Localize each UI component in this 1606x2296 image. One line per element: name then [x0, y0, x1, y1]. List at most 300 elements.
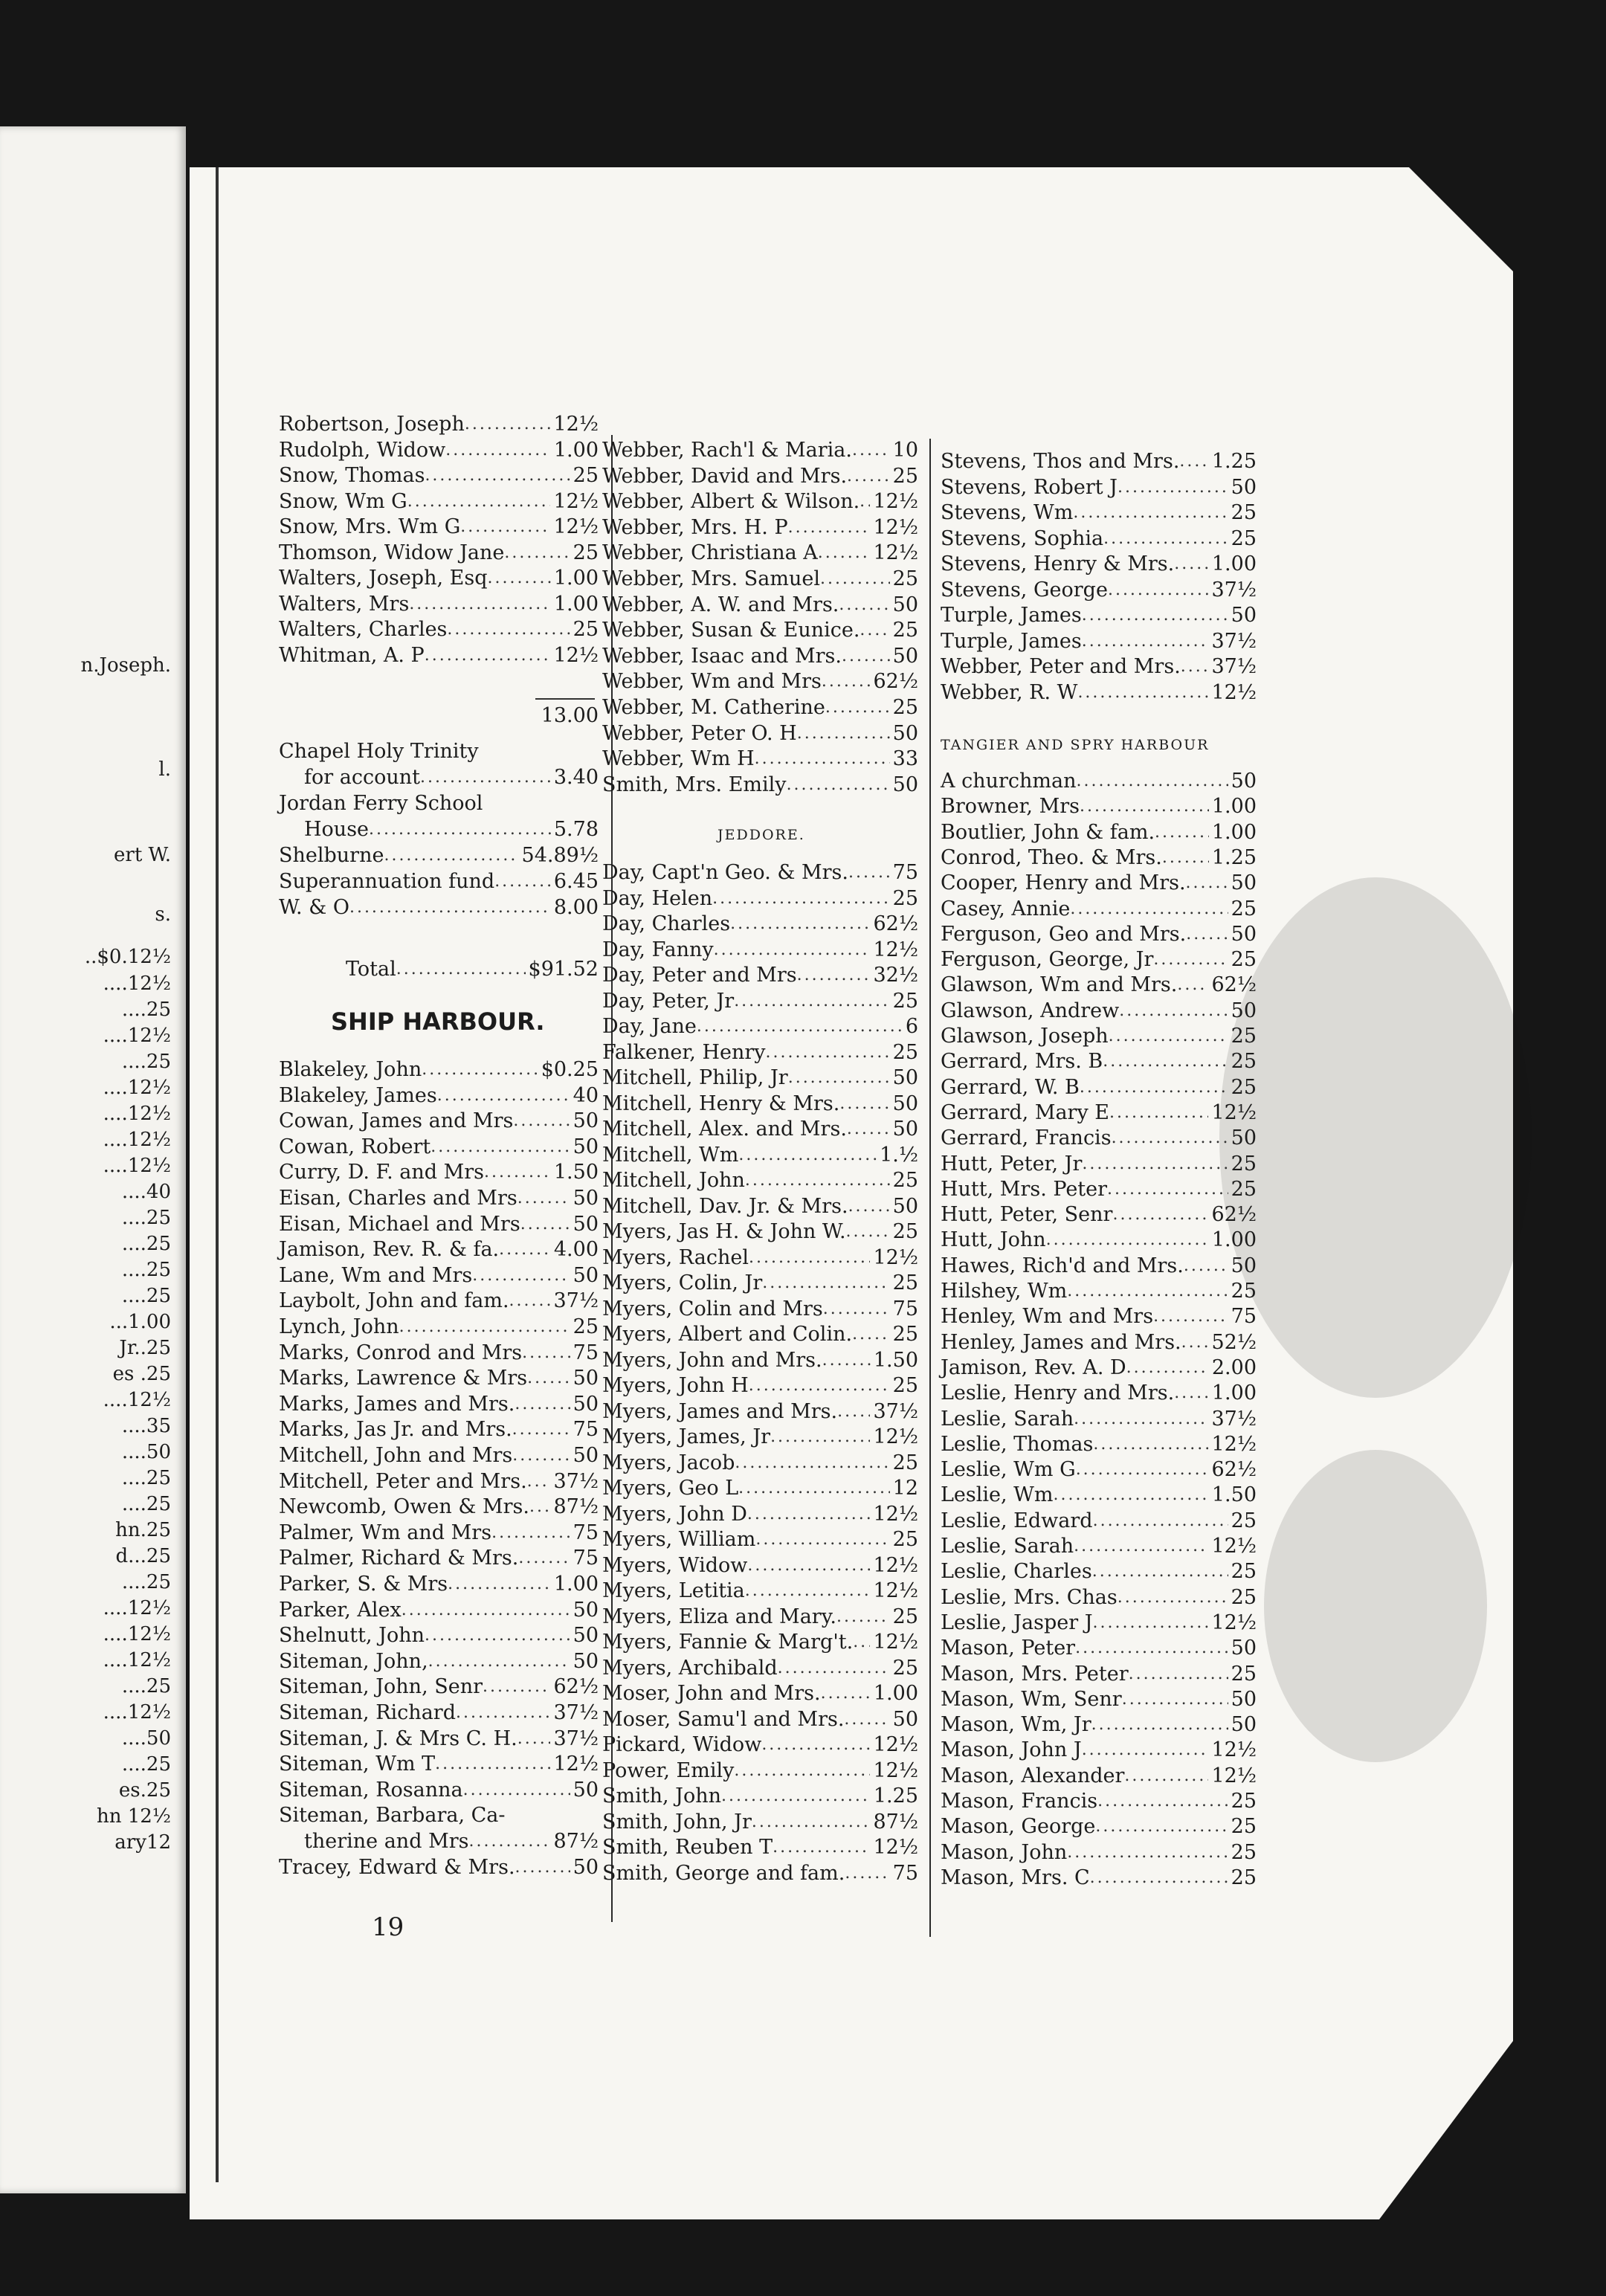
list-item: [941, 923, 1257, 947]
entry-name: Myers, Jas H. & John W.: [602, 1220, 846, 1243]
entry-amount: 1.50: [1211, 1483, 1257, 1507]
left-page-fragment: ....25: [121, 1207, 171, 1229]
list-item: [941, 1815, 1257, 1839]
entry-amount: 12½: [873, 1245, 918, 1269]
leader-dots: [483, 1675, 550, 1699]
entry-amount: $0.25: [541, 1058, 599, 1081]
entry-name: Leslie, Wm: [941, 1483, 1054, 1507]
entry-amount: 25: [1231, 1509, 1257, 1532]
list-item: [941, 630, 1257, 654]
column-2: [602, 439, 918, 1926]
entry-amount: 12½: [1211, 1610, 1257, 1634]
list-item: [279, 567, 599, 590]
list-item: [279, 644, 599, 668]
entry-amount: 50: [573, 1263, 599, 1287]
list-item: [941, 1458, 1257, 1482]
list-item: [279, 1367, 599, 1390]
list-item: [941, 450, 1257, 474]
left-page-fragment: n.Joseph.: [80, 654, 171, 677]
entry-amount: [596, 792, 599, 816]
leader-dots: [745, 1169, 890, 1193]
leader-dots: [852, 1323, 890, 1347]
entry-name: Whitman, A. P: [279, 643, 425, 667]
entry-name: Gerrard, W. B: [941, 1075, 1080, 1099]
entry-name: Falkener, Henry: [602, 1040, 766, 1064]
leader-dots: [1093, 1509, 1228, 1533]
entry-amount: 1.25: [1211, 450, 1257, 473]
entry-amount: 25: [1231, 1025, 1257, 1048]
leader-dots: [787, 773, 890, 797]
list-item: [279, 1161, 599, 1184]
leader-dots: [845, 1862, 889, 1886]
list-item: [941, 1636, 1257, 1660]
list-item: [279, 1675, 599, 1699]
entry-name: Webber, Isaac and Mrs.: [602, 644, 842, 668]
entry-name: Leslie, Charles: [941, 1560, 1092, 1584]
leader-dots: [788, 1066, 890, 1090]
entry-amount: 25: [892, 696, 918, 719]
list-item: [941, 999, 1257, 1023]
list-item: [602, 1836, 918, 1860]
list-item: [279, 439, 599, 462]
leader-dots: [1186, 871, 1228, 895]
entry-name: Day, Peter, Jr: [602, 989, 735, 1013]
entry-amount: 25: [1231, 897, 1257, 920]
left-page-fragment: es.25: [118, 1779, 171, 1802]
entry-name: Power, Emily: [602, 1758, 735, 1782]
leader-dots: [822, 1349, 871, 1373]
entry-amount: 1.00: [553, 592, 599, 616]
left-page-fragment: ....12½: [103, 1129, 171, 1151]
entry-amount: 50: [573, 1598, 599, 1622]
total-row: [346, 958, 599, 981]
list-item: [602, 541, 918, 565]
entry-name: Myers, Rachel: [602, 1245, 749, 1269]
entry-name: Lane, Wm and Mrs: [279, 1263, 473, 1287]
leader-dots: [420, 766, 551, 790]
entry-amount: 62½: [1211, 973, 1257, 997]
list-item: [941, 1254, 1257, 1278]
entry-name: Mason, Alexander: [941, 1764, 1125, 1787]
entry-name: Mason, Mrs. C: [941, 1866, 1090, 1889]
entry-amount: 12½: [873, 938, 918, 961]
entry-amount: 1.00: [1211, 795, 1257, 819]
entry-amount: 50: [1231, 1254, 1257, 1277]
leader-dots: [468, 1830, 550, 1854]
entry-name: therine and Mrs: [304, 1830, 469, 1853]
left-page-edge: [0, 126, 186, 2193]
entry-name: Parker, S. & Mrs: [279, 1573, 448, 1596]
entry-name: Day, Peter and Mrs: [602, 964, 797, 987]
leader-dots: [755, 1528, 889, 1552]
column-divider-2: [929, 439, 931, 1937]
entry-amount: 12½: [553, 643, 599, 667]
list-item: [279, 1856, 599, 1880]
leader-dots: [747, 1503, 871, 1526]
entry-name: Snow, Wm G: [279, 489, 407, 513]
entry-name: Day, Capt'n Geo. & Mrs.: [602, 861, 848, 884]
entry-amount: 1.00: [873, 1682, 918, 1705]
entry-name: Stevens, Thos and Mrs.: [941, 450, 1180, 473]
entry-name: Siteman, Richard: [279, 1701, 456, 1724]
left-page-fragment: ....12½: [103, 1103, 171, 1125]
left-page-fragment: ....25: [121, 1753, 171, 1776]
entry-amount: 25: [1231, 1840, 1257, 1864]
left-page-fragment: ....12½: [103, 1389, 171, 1411]
entry-name: Moser, John and Mrs.: [602, 1682, 821, 1705]
list-item: [602, 1657, 918, 1680]
entry-name: Webber, Susan & Eunice.: [602, 619, 860, 642]
leader-dots: [349, 896, 551, 920]
list-item: [941, 795, 1257, 819]
leader-dots: [752, 1810, 871, 1834]
leader-dots: [1181, 655, 1209, 679]
entry-amount: 50: [573, 1109, 599, 1133]
list-item: [941, 1841, 1257, 1865]
leader-dots: [823, 1297, 890, 1321]
entry-name: Walters, Joseph, Esq: [279, 567, 488, 590]
list-item: [602, 1477, 918, 1500]
entry-name: Mason, Francis: [941, 1790, 1098, 1813]
leader-dots: [517, 1187, 570, 1210]
left-page-fragment: ....12½: [103, 973, 171, 995]
entry-name: Shelburne: [279, 844, 384, 867]
leader-dots: [448, 1573, 551, 1596]
entry-amount: 50: [1231, 871, 1257, 895]
leader-dots: [860, 490, 870, 514]
entry-amount: 50: [892, 1118, 918, 1141]
entry-name: Webber, Wm and Mrs: [602, 670, 822, 694]
entry-amount: 25: [1231, 948, 1257, 972]
entry-name: Casey, Annie: [941, 897, 1071, 920]
entry-amount: 1.25: [873, 1784, 918, 1808]
list-item: [941, 1483, 1257, 1507]
entry-amount: 25: [573, 618, 599, 641]
entry-name: Smith, Mrs. Emily: [602, 773, 787, 796]
leader-dots: [749, 1374, 890, 1398]
entry-amount: 37½: [553, 1726, 599, 1750]
entry-name: Leslie, Edward: [941, 1509, 1093, 1532]
entry-name: Leslie, Sarah: [941, 1535, 1074, 1558]
list-item: [941, 897, 1257, 921]
list-item: [941, 770, 1257, 793]
entry-amount: 50: [1231, 1126, 1257, 1150]
entry-name: Webber, Rach'l & Maria.: [602, 439, 852, 462]
entry-name: Mitchell, Peter and Mrs.: [279, 1469, 527, 1493]
list-item: [279, 1701, 599, 1725]
list-item: [279, 1341, 599, 1365]
entry-name: Marks, Lawrence & Mrs: [279, 1367, 528, 1390]
leader-dots: [1108, 578, 1209, 602]
leader-dots: [818, 541, 871, 565]
list-item: [279, 1109, 599, 1133]
leader-dots: [846, 1220, 890, 1244]
entry-name: Smith, John: [602, 1784, 721, 1808]
list-item: [602, 1682, 918, 1706]
entry-name: Walters, Charles: [279, 618, 448, 641]
entry-amount: 12½: [553, 515, 599, 538]
entry-amount: 25: [1231, 1280, 1257, 1303]
entry-amount: 4.00: [553, 1238, 599, 1262]
leader-dots: [822, 670, 871, 694]
list-item: [941, 1126, 1257, 1150]
list-item: [602, 1400, 918, 1424]
entry-amount: 50: [573, 1778, 599, 1802]
entry-amount: 75: [892, 1861, 918, 1885]
list-item: [941, 1509, 1257, 1533]
list-item: [279, 1418, 599, 1442]
leader-dots: [836, 1605, 890, 1629]
entry-amount: 75: [1231, 1305, 1257, 1329]
list-item: [941, 1025, 1257, 1048]
leader-dots: [1067, 1841, 1228, 1865]
entry-amount: 50: [573, 1649, 599, 1673]
left-page-fragment: ert W.: [114, 844, 171, 866]
leader-dots: [1124, 1764, 1208, 1788]
entry-name: Marks, Jas Jr. and Mrs.: [279, 1418, 512, 1442]
entry-name: Webber, Peter and Mrs.: [941, 655, 1181, 678]
leader-dots: [1074, 1535, 1208, 1558]
entry-name: Stevens, Henry & Mrs.: [941, 552, 1175, 575]
section-heading-ship-harbour: SHIP HARBOUR.: [331, 1007, 545, 1036]
entry-amount: 25: [892, 567, 918, 590]
entry-name: Eisan, Michael and Mrs: [279, 1212, 520, 1236]
list-item: [279, 1444, 599, 1468]
entry-amount: [596, 740, 599, 764]
list-item: [602, 516, 918, 540]
entry-amount: 50: [573, 1187, 599, 1210]
list-item: [941, 871, 1257, 895]
leader-dots: [788, 516, 871, 540]
list-item: [602, 1759, 918, 1783]
leader-dots: [1103, 527, 1228, 551]
entry-name: Myers, Archibald: [602, 1656, 778, 1680]
list-item: [602, 1220, 918, 1244]
leader-dots: [465, 413, 551, 436]
list-item: [941, 1152, 1257, 1176]
leader-dots: [435, 1752, 550, 1776]
entry-name: Hutt, Peter, Senr: [941, 1203, 1113, 1227]
entry-amount: 1.½: [880, 1143, 918, 1167]
leader-dots: [1082, 1738, 1209, 1762]
list-item: [279, 515, 599, 539]
total-label: Total: [346, 958, 396, 981]
entry-amount: 10: [892, 439, 918, 462]
entry-name: Snow, Thomas: [279, 464, 425, 487]
entry-name: Ferguson, Geo and Mrs.: [941, 922, 1187, 946]
list-item: [941, 1305, 1257, 1329]
entry-name: Mason, John J: [941, 1738, 1082, 1762]
entry-name: Myers, Jacob: [602, 1451, 735, 1474]
entry-amount: 25: [892, 1220, 918, 1243]
leader-dots: [1077, 681, 1208, 705]
left-page-fragment: ....25: [121, 1675, 171, 1697]
list-item: [602, 1579, 918, 1603]
list-item: [602, 1041, 918, 1065]
entry-amount: 25: [573, 1315, 599, 1338]
list-item: [941, 1586, 1257, 1610]
leader-dots: [1074, 1407, 1208, 1431]
column-3: [941, 450, 1257, 1937]
left-page-fragment: ....25: [121, 999, 171, 1021]
entry-amount: 1.00: [1211, 1228, 1257, 1252]
entry-name: Henley, Wm and Mrs: [941, 1305, 1154, 1329]
entry-name: Gerrard, Francis: [941, 1126, 1112, 1150]
entry-amount: 87½: [873, 1810, 918, 1834]
leader-dots: [1097, 1790, 1228, 1813]
entry-name: Smith, Reuben T: [602, 1836, 773, 1859]
entry-amount: 12½: [873, 1733, 918, 1756]
entry-name: Thomson, Widow Jane: [279, 541, 505, 564]
leader-dots: [1077, 770, 1228, 793]
leader-dots: [518, 1547, 570, 1570]
list-item: [602, 722, 918, 746]
entry-amount: 25: [1231, 526, 1257, 550]
entry-amount: 12½: [873, 1758, 918, 1782]
leader-dots: [456, 1701, 550, 1725]
left-page-fragment: l.: [158, 758, 171, 781]
leader-dots: [734, 1759, 870, 1783]
leader-dots: [1177, 973, 1208, 997]
left-page-fragment: hn.25: [115, 1519, 171, 1541]
entry-amount: 25: [892, 1451, 918, 1474]
entry-amount: 12½: [1211, 1764, 1257, 1787]
entry-name: Superannuation fund: [279, 870, 495, 893]
entry-amount: 12½: [553, 489, 599, 513]
leader-dots: [1095, 1815, 1228, 1839]
left-page-fragment: ....50: [121, 1727, 171, 1750]
entry-amount: 12: [892, 1477, 918, 1500]
left-page-fragment: ....25: [121, 1285, 171, 1307]
entry-amount: 62½: [873, 912, 918, 935]
leader-dots: [1129, 1663, 1228, 1686]
list-item: [941, 1738, 1257, 1762]
entry-amount: 25: [892, 464, 918, 488]
leader-dots: [821, 1682, 871, 1706]
entry-name: Glawson, Andrew: [941, 999, 1120, 1022]
entry-name: Myers, Colin and Mrs: [602, 1297, 823, 1320]
list-item: [279, 1084, 599, 1108]
section-heading-jeddore: JEDDORE.: [717, 827, 805, 843]
entry-amount: 50: [892, 593, 918, 616]
entry-amount: 50: [573, 1444, 599, 1467]
leader-dots: [491, 1521, 570, 1545]
leader-dots: [714, 938, 871, 962]
entry-name: Webber, Christiana A: [602, 541, 818, 565]
list-item: [602, 1169, 918, 1193]
entry-name: Glawson, Joseph: [941, 1025, 1109, 1048]
entry-name: Marks, James and Mrs.: [279, 1392, 515, 1416]
page-binding-rule: [216, 167, 219, 2182]
entry-amount: 50: [1231, 1713, 1257, 1737]
leader-dots: [735, 1451, 889, 1475]
list-item: [602, 490, 918, 514]
entry-name: Robertson, Joseph: [279, 413, 465, 436]
entry-name: Hutt, John: [941, 1228, 1046, 1252]
leader-dots: [847, 465, 890, 488]
left-page-fragment: ary12: [115, 1831, 171, 1854]
entry-amount: 1.25: [1211, 845, 1257, 869]
entry-name: Stevens, Robert J: [941, 475, 1118, 499]
leader-dots: [425, 464, 570, 488]
leader-dots: [1119, 999, 1228, 1023]
entry-amount: 54.89½: [521, 844, 599, 867]
left-page-fragment: ....12½: [103, 1597, 171, 1619]
entry-amount: 12½: [873, 1579, 918, 1602]
left-page-fragment: ....25: [121, 1467, 171, 1489]
list-item: [602, 1195, 918, 1219]
entry-amount: 12½: [553, 1752, 599, 1776]
entry-amount: 25: [892, 1528, 918, 1551]
entry-amount: 8.00: [553, 896, 599, 919]
entry-amount: 12½: [873, 1553, 918, 1577]
list-item: [602, 1862, 918, 1886]
entry-amount: 50: [573, 1624, 599, 1648]
entry-amount: 12½: [873, 1836, 918, 1859]
entry-name: Leslie, Sarah: [941, 1407, 1074, 1431]
leader-dots: [1054, 1483, 1209, 1507]
entry-amount: 1.00: [553, 567, 599, 590]
entry-name: Rudolph, Widow: [279, 438, 446, 462]
entry-name: Webber, A. W. and Mrs.: [602, 593, 839, 616]
entry-amount: 50: [892, 721, 918, 745]
list-item: [941, 1433, 1257, 1457]
list-item: [602, 1066, 918, 1090]
list-item: [602, 670, 918, 694]
entry-amount: 50: [892, 773, 918, 796]
list-item: [602, 1425, 918, 1449]
section-heading-tangier-spry-harbour: TANGIER AND SPRY HARBOUR: [941, 737, 1210, 753]
leader-dots: [1112, 1126, 1228, 1150]
entry-name: Laybolt, John and fam.: [279, 1289, 509, 1313]
leader-dots: [842, 645, 890, 668]
list-item: [602, 964, 918, 987]
entry-amount: 50: [573, 1135, 599, 1158]
entry-amount: 12½: [1211, 1432, 1257, 1456]
list-item: [279, 1264, 599, 1288]
entry-name: Mason, Peter: [941, 1636, 1076, 1660]
leader-dots: [437, 1084, 570, 1108]
list-item: [602, 1605, 918, 1629]
leader-dots: [738, 1477, 890, 1500]
entry-amount: 50: [573, 1855, 599, 1879]
list-item: [279, 1470, 599, 1494]
list-item: [279, 1804, 599, 1828]
left-page-fragment: s.: [155, 903, 171, 926]
entry-name: Newcomb, Owen & Mrs.: [279, 1495, 529, 1519]
entry-name: Stevens, Sophia: [941, 526, 1104, 550]
entry-name: Mitchell, John: [602, 1169, 745, 1192]
entry-name: Webber, Mrs. Samuel: [602, 567, 820, 590]
list-item: [602, 1297, 918, 1321]
subtotal-row: [279, 704, 599, 728]
leader-dots: [483, 792, 596, 816]
entry-name: Shelnutt, John: [279, 1624, 425, 1648]
leader-dots: [1073, 501, 1228, 525]
leader-dots: [430, 1135, 570, 1159]
entry-amount: 50: [573, 1367, 599, 1390]
list-item: [602, 1144, 918, 1167]
left-page-fragment: Jr..25: [119, 1337, 171, 1359]
entry-amount: 37½: [553, 1289, 599, 1313]
list-item: [602, 1015, 918, 1039]
list-item: [279, 1058, 599, 1082]
entry-amount: 50: [892, 1066, 918, 1089]
list-item: [279, 870, 599, 894]
entry-name: Mason, Wm, Jr: [941, 1713, 1091, 1737]
entry-name: for account: [304, 766, 420, 789]
leader-dots: [761, 1733, 870, 1757]
